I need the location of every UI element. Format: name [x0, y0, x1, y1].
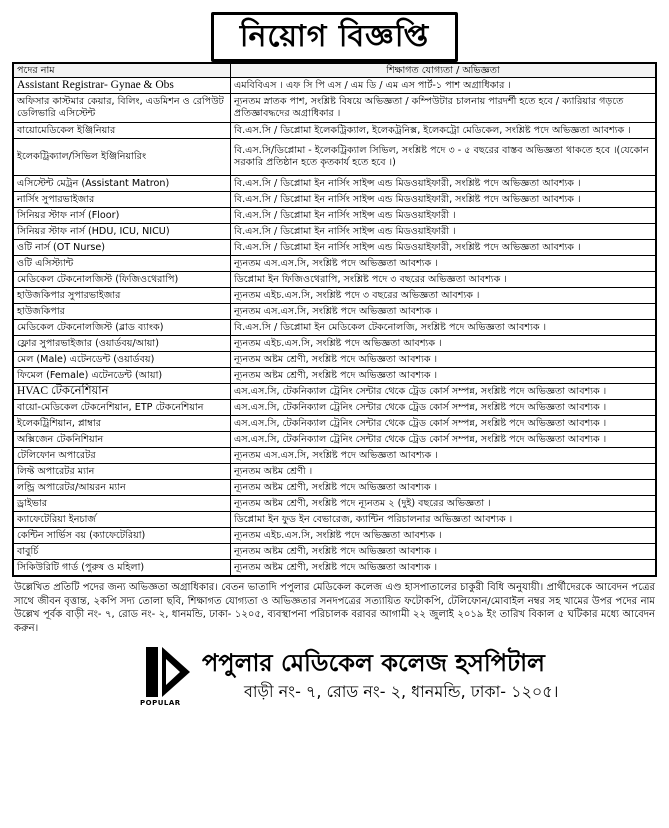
post-name-cell: মেল (Male) এটেনডেন্ট (ওয়ার্ডবয়) — [13, 352, 231, 368]
header-requirement: শিক্ষাগত যোগ্যতা / অভিজ্ঞতা — [231, 63, 657, 78]
post-name-cell: বাবুর্চি — [13, 544, 231, 560]
table-row — [13, 480, 656, 496]
requirement-cell: ন্যূনতম এইচ.এস.সি, সংশ্লিষ্ট পদে অভিজ্ঞতা আবশ্যক । — [231, 336, 657, 352]
hospital-address: বাড়ী নং- ৭, রোড নং- ২, ধানমন্ডি, ঢাকা- ১২০৫। — [244, 682, 559, 701]
table-row — [13, 336, 656, 352]
requirement-cell: ন্যূনতম অষ্টম শ্রেণী, সংশ্লিষ্ট পদে অভিজ্ঞতা আবশ্যক । — [231, 544, 657, 560]
popular-logo-icon — [144, 645, 192, 703]
table-row — [13, 192, 656, 208]
table-row — [13, 224, 656, 240]
table-row — [13, 139, 656, 176]
post-name-cell: ইলেকট্রিক্যাল/সিভিল ইঞ্জিনিয়ারিং — [13, 139, 231, 176]
post-name-cell: নার্সিং সুপারভাইজার — [13, 192, 231, 208]
post-name-cell: অক্সিজেন টেকনিশিয়ান — [13, 432, 231, 448]
table-row — [13, 512, 656, 528]
requirement-cell: এস.এস.সি, টেকনিক্যাল ট্রেনিং সেন্টার থেকে ট্রেড কোর্স সম্পন্ন, সংশ্লিষ্ট পদে অভিজ্ঞতা আবশ্যক । — [231, 416, 657, 432]
requirement-cell: ন্যূনতম এস.এস.সি, সংশ্লিষ্ট পদে অভিজ্ঞতা আবশ্যক । — [231, 304, 657, 320]
hospital-name: পপুলার মেডিকেল কলেজ হসপিটাল — [202, 648, 545, 677]
requirement-cell: এমবিবিএস । এফ সি পি এস / এম ডি / এম এস পার্ট-১ পাশ অগ্রাধিকার । — [231, 78, 657, 94]
logo-word: POPULAR — [140, 699, 181, 707]
requirement-cell: ডিপ্লোমা ইন ফিজিওথেরাপি, সংশ্লিষ্ট পদে ৩ বছরের অভিজ্ঞতা আবশ্যক । — [231, 272, 657, 288]
table-row — [13, 448, 656, 464]
requirement-cell: বি.এস.সি/ডিপ্লোমা - ইলেকট্রিক্যাল সিভিল, সংশ্লিষ্ট পদে ৩ - ৫ বছরের বাস্তব অভিজ্ঞতা থাকতে হবে ।(যেকোন সরকারি প্রতিষ্ঠান হতে কৃতকার্য হতে হবে ।) — [231, 139, 657, 176]
requirement-cell: বি.এস.সি / ডিপ্লোমা ইন নার্সিং সাইন্স এন্ড মিডওয়াইফারী । — [231, 224, 657, 240]
post-name-cell: ফ্লোর সুপারভাইজার (ওয়ার্ডবয়/আয়া) — [13, 336, 231, 352]
post-name-cell: Assistant Registrar- Gynae & Obs — [13, 78, 231, 94]
requirement-cell: ডিপ্লোমা ইন ফুড ইন বেভারেজ, ক্যান্টিন পরিচালনার অভিজ্ঞতা আবশ্যক । — [231, 512, 657, 528]
requirement-cell: ন্যূনতম অষ্টম শ্রেণী, সংশ্লিষ্ট পদে অভিজ্ঞতা আবশ্যক । — [231, 368, 657, 384]
post-name-cell: টেলিফোন অপারেটর — [13, 448, 231, 464]
hospital-brand — [12, 641, 657, 711]
post-name-cell: সিনিয়র স্টাফ নার্স (HDU, ICU, NICU) — [13, 224, 231, 240]
post-name-cell: ইলেকট্রিশিয়ান, প্লাম্বার — [13, 416, 231, 432]
requirement-cell: ন্যূনতম অষ্টম শ্রেণী, সংশ্লিষ্ট পদে অভিজ্ঞতা আবশ্যক । — [231, 352, 657, 368]
table-row — [13, 384, 656, 400]
requirement-cell: বি.এস.সি / ডিপ্লোমা ইন নার্সিং সাইন্স এন্ড মিডওয়াইফারী, সংশ্লিষ্ট পদে অভিজ্ঞতা আবশ্যক । — [231, 192, 657, 208]
requirement-cell: ন্যূনতম এইচ.এস.সি, সংশ্লিষ্ট পদে অভিজ্ঞতা আবশ্যক । — [231, 528, 657, 544]
table-header-row — [13, 63, 656, 78]
post-name-cell: লন্ড্রি অপারেটর/আয়রন ম্যান — [13, 480, 231, 496]
requirement-cell: এস.এস.সি, টেকনিক্যাল ট্রেনিং সেন্টার থেকে ট্রেড কোর্স সম্পন্ন, সংশ্লিষ্ট পদে অভিজ্ঞতা আবশ্যক । — [231, 400, 657, 416]
requirement-cell: এস.এস.সি, টেকনিক্যাল ট্রেনিং সেন্টার থেকে ট্রেড কোর্স সম্পন্ন, সংশ্লিষ্ট পদে অভিজ্ঞতা আবশ্যক । — [231, 432, 657, 448]
post-name-cell: ফিমেল (Female) এটেনডেন্ট (আয়া) — [13, 368, 231, 384]
table-row — [13, 560, 656, 577]
post-name-cell: হাউজকিপার সুপারভাইজার — [13, 288, 231, 304]
table-row — [13, 240, 656, 256]
header-post: পদের নাম — [13, 63, 231, 78]
post-name-cell: হাউজকিপার — [13, 304, 231, 320]
post-name-cell: HVAC টেকনেশিয়ান — [13, 384, 231, 400]
table-row — [13, 272, 656, 288]
post-name-cell: অফিসার কাস্টমার কেয়ার, বিলিং, এডমিশন ও রেপিউট ডেলিভারি এসিস্টেন্ট — [13, 94, 231, 123]
post-name-cell: মেডিকেল টেকনোলজিস্ট (ফিজিওথেরাপি) — [13, 272, 231, 288]
requirement-cell: ন্যূনতম এস.এস.সি, সংশ্লিষ্ট পদে অভিজ্ঞতা আবশ্যক । — [231, 256, 657, 272]
requirement-cell: ন্যূনতম অষ্টম শ্রেণী, সংশ্লিষ্ট পদে অভিজ্ঞতা আবশ্যক । — [231, 560, 657, 577]
post-name-cell: সিকিউরিটি গার্ড (পুরুষ ও মহিলা) — [13, 560, 231, 577]
table-row — [13, 78, 656, 94]
jobs-table-body — [13, 78, 656, 577]
post-name-cell: লিফ্ট অপারেটর ম্যান — [13, 464, 231, 480]
requirement-cell: বি.এস.সি / ডিপ্লোমা ইন নার্সিং সাইন্স এন্ড মিডওয়াইফারী । — [231, 208, 657, 224]
table-row — [13, 208, 656, 224]
table-row — [13, 352, 656, 368]
table-row — [13, 544, 656, 560]
post-name-cell: ড্রাইভার — [13, 496, 231, 512]
table-row — [13, 400, 656, 416]
requirement-cell: ন্যূনতম অষ্টম শ্রেণী, সংশ্লিষ্ট পদে ন্যূনতম ২ (দুই) বছরের অভিজ্ঞতা । — [231, 496, 657, 512]
table-row — [13, 123, 656, 139]
post-name-cell: বায়ো-মেডিকেল টেকনেশিয়ান, ETP টেকনেশিয়ান — [13, 400, 231, 416]
post-name-cell: সিনিয়র স্টাফ নার্স (Floor) — [13, 208, 231, 224]
post-name-cell: এসিস্টেন্ট মেট্রন (Assistant Matron) — [13, 176, 231, 192]
table-row — [13, 416, 656, 432]
table-row — [13, 256, 656, 272]
post-name-cell: ওটি এসিস্ট্যান্ট — [13, 256, 231, 272]
requirement-cell: ন্যূনতম এইচ.এস.সি, সংশ্লিষ্ট পদে ৩ বছরের অভিজ্ঞতা আবশ্যক । — [231, 288, 657, 304]
requirement-cell: বি.এস.সি / ডিপ্লোমা ইলেকট্রিক্যাল, ইলেকট্রনিক্স, ইলেকট্রো মেডিকেল, সংশ্লিষ্ট পদে অভিজ্ঞতা আবশ্যক । — [231, 123, 657, 139]
table-row — [13, 528, 656, 544]
jobs-table — [12, 62, 657, 577]
page-title: নিয়োগ বিজ্ঞপ্তি — [211, 12, 458, 62]
table-row — [13, 176, 656, 192]
requirement-cell: এস.এস.সি, টেকনিক্যাল ট্রেনিং সেন্টার থেকে ট্রেড কোর্স সম্পন্ন, সংশ্লিষ্ট পদে অভিজ্ঞতা আবশ্যক । — [231, 384, 657, 400]
requirement-cell: বি.এস.সি / ডিপ্লোমা ইন মেডিকেল টেকনোলজি, সংশ্লিষ্ট পদে অভিজ্ঞতা আবশ্যক । — [231, 320, 657, 336]
table-row — [13, 94, 656, 123]
post-name-cell: মেডিকেল টেকনোলজিস্ট (ব্লাড ব্যাংক) — [13, 320, 231, 336]
post-name-cell: বায়োমেডিকেল ইঞ্জিনিয়ার — [13, 123, 231, 139]
table-row — [13, 496, 656, 512]
table-row — [13, 368, 656, 384]
requirement-cell: বি.এস.সি / ডিপ্লোমা ইন নার্সিং সাইন্স এন্ড মিডওয়াইফারী, সংশ্লিষ্ট পদে অভিজ্ঞতা আবশ্যক । — [231, 240, 657, 256]
requirement-cell: ন্যূনতম অষ্টম শ্রেণী । — [231, 464, 657, 480]
requirement-cell: ন্যূনতম স্নাতক পাশ, সংশ্লিষ্ট বিষয়ে অভিজ্ঞতা / কম্পিউটার চালনায় পারদর্শী হতে হবে / ক্যারিয়ার গড়তে প্রতিজ্ঞাবদ্ধদের অগ্রাধিকার । — [231, 94, 657, 123]
application-instructions: উল্লেখিত প্রতিটি পদের জন্য অভিজ্ঞতা অগ্রাধিকার। বেতন ভাতাদি পপুলার মেডিকেল কলেজ এণ্ড হাসপাতালের চাকুরী বিধি অনুযায়ী। প্রার্থীদেরকে আবেদন পত্রের সাথে জীবন বৃত্তান্ত, ২কপি সদ্য তোলা ছবি, শিক্ষাগত যোগ্যতা ও অভিজ্ঞতার সনদপত্রের সত্যায়িত ফটোকপি, টেলিফোন/মোবাইল নম্বর সহ খামের উপর পদের নাম উল্লেখ পূর্বক বাড়ী নং- ৭, রোড নং- ২, ধানমন্ডি, ঢাকা- ১২০৫, ব্যবস্থাপনা পরিচালক বরাবর আগামী ২২ জুলাই ২০১৯ ইং তারিখ বিকাল ৫ ঘটিকার মধ্যে আবেদন করুন। — [14, 582, 655, 634]
requirement-cell: ন্যূনতম এস.এস.সি, সংশ্লিষ্ট পদে অভিজ্ঞতা আবশ্যক । — [231, 448, 657, 464]
table-row — [13, 304, 656, 320]
table-row — [13, 432, 656, 448]
table-row — [13, 464, 656, 480]
post-name-cell: ক্যাফেটেরিয়া ইনচার্জ — [13, 512, 231, 528]
table-row — [13, 320, 656, 336]
title-area — [12, 8, 657, 62]
post-name-cell: কেন্টিন সার্ভিস বয় (ক্যাফেটেরিয়া) — [13, 528, 231, 544]
table-row — [13, 288, 656, 304]
post-name-cell: ওটি নার্স (OT Nurse) — [13, 240, 231, 256]
requirement-cell: ন্যূনতম অষ্টম শ্রেণী, সংশ্লিষ্ট পদে অভিজ্ঞতা আবশ্যক । — [231, 480, 657, 496]
requirement-cell: বি.এস.সি / ডিপ্লোমা ইন নার্সিং সাইন্স এন্ড মিডওয়াইফারী, সংশ্লিষ্ট পদে অভিজ্ঞতা আবশ্যক । — [231, 176, 657, 192]
